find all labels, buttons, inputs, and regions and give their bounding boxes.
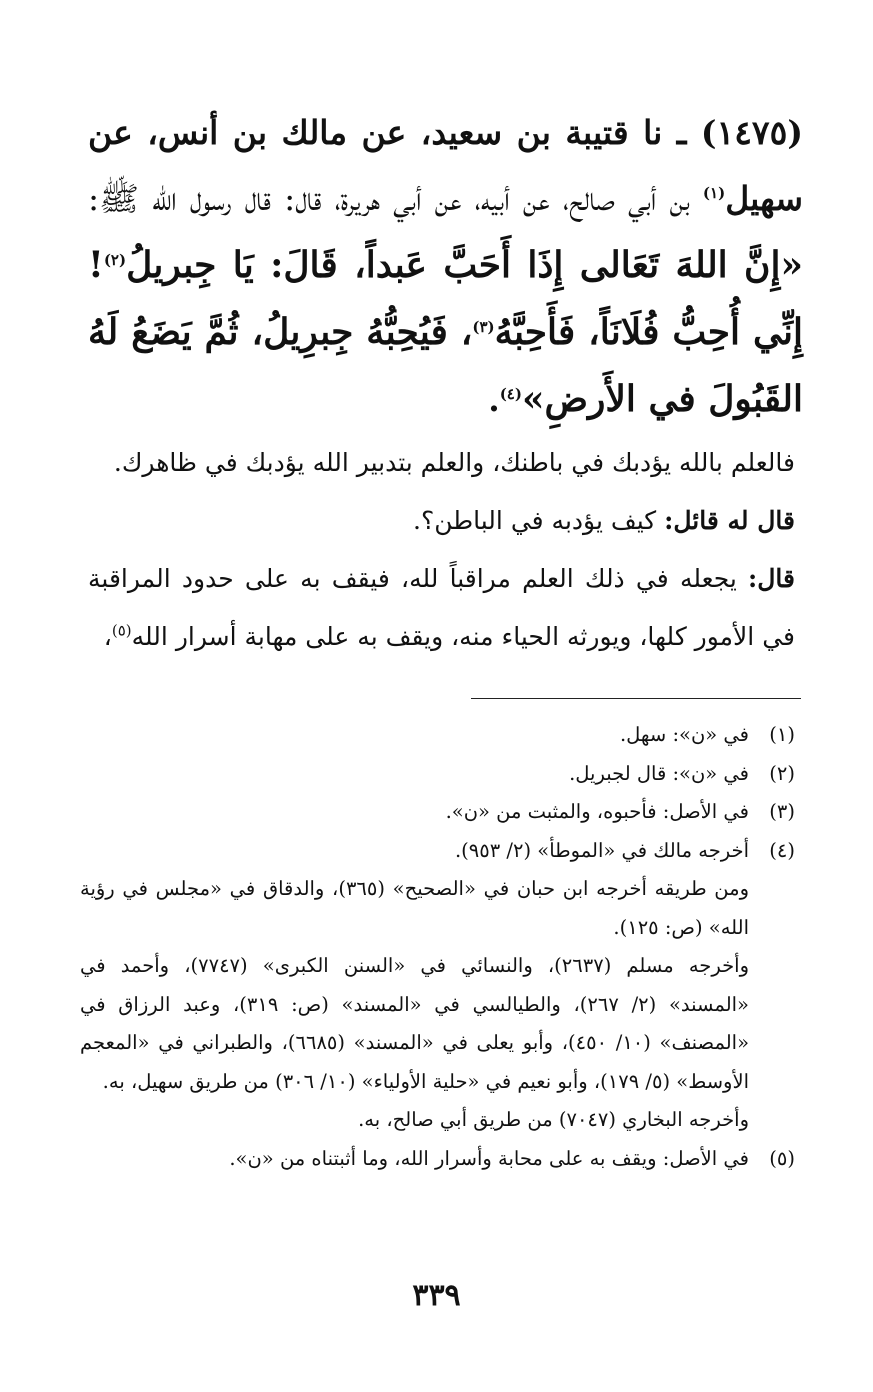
hadith-end: .: [488, 380, 500, 419]
paragraph-2: [88, 492, 795, 550]
paragraph-2-lead: قال له قائل:: [664, 506, 795, 535]
matn-part-2: ! إِنِّي أُحِبُّ فُلَانَاً، فَأَحِبَّهُ: [88, 244, 804, 353]
footnote-number: (٤): [769, 838, 795, 862]
footnote-text: [80, 1140, 749, 1179]
footnote-text: [80, 716, 749, 755]
footnote-line: وأخرجه مسلم (٢٦٣٧)، والنسائي في «السنن الكبرى» (٧٧٤٧)، وأحمد في «المسند» (٢/ ٢٦٧)، والطيالسي في «المسند» (ص: ٣١٩)، وعبد الرزاق في «المصنف» (١٠/ ٤٥٠)، وأبو يعلى في «المسند» (٦٦٨٥)، والطبراني في «المعجم الأوسط» (٥/ ١٧٩)، وأبو نعيم في «حلية الأولياء» (١٠/ ٣٠٦) من طريق سهيل، به.: [80, 954, 750, 1093]
footnote-ref-4: (٤): [499, 385, 522, 403]
footnote-line: ومن طريقه أخرجه ابن حبان في «الصحيح» (٣٦٥)، والدقاق في «مجلس في رؤية الله» (ص: ١٢٥).: [80, 877, 749, 939]
footnote-text: [80, 793, 749, 832]
footnote-text: [80, 755, 749, 794]
hadith-number: (١٤٧٥): [700, 113, 803, 152]
commentary-block: [88, 434, 795, 666]
footnote-ref-2: (٢): [103, 251, 127, 269]
footnote-number: (١): [769, 723, 795, 746]
hadith-block: [88, 100, 803, 433]
footnote-2: [80, 755, 795, 794]
footnote-line: في «ن»: سهل.: [619, 723, 749, 746]
footnote-line: في الأصل: ويقف به على محابة وأسرار الله، وما أثبتناه من «ن».: [229, 1146, 749, 1170]
paragraph-3-end: ،: [103, 622, 112, 651]
paragraph-3-text: يجعله في ذلك العلم مراقباً لله، فيقف به على حدود المراقبة في الأمور كلها، ويورثه الحياء منه، ويقف به على مهابة أسرار الله: [88, 564, 795, 651]
footnote-ref-5: (٥): [111, 621, 132, 640]
footnote-5: [80, 1140, 795, 1179]
paragraph-3: [88, 550, 795, 666]
footnote-line: في «ن»: قال لجبريل.: [569, 761, 749, 785]
footnote-line: في الأصل: فأحبوه، والمثبت من «ن».: [445, 800, 749, 823]
footnote-3: [80, 793, 795, 832]
paragraph-3-lead: قال:: [748, 564, 795, 593]
footnote-4: [80, 832, 795, 1140]
footnote-number: (٥): [769, 1146, 795, 1170]
footnote-divider: [471, 698, 801, 699]
footnote-ref-3: (٣): [472, 318, 495, 336]
hadith-text: [88, 100, 803, 433]
paragraph-2-text: كيف يؤدبه في الباطن؟.: [413, 506, 665, 535]
isnad-part-1: نا قتيبة بن سعيد، عن مالك بن أنس، عن سهيل: [88, 113, 803, 218]
footnote-1: [80, 716, 795, 755]
matn-part-3: ، فَيُحِبُّهُ جِبرِيلُ، ثُمَّ يَضَعُ لَهُ القَبُولَ في الأَرضِ»: [88, 311, 803, 420]
footnote-number: (٣): [769, 800, 795, 823]
footnote-text: [80, 832, 749, 1140]
footnote-number: (٢): [769, 761, 795, 785]
page-number: ٣٣٩: [412, 1278, 461, 1313]
footnote-line: وأخرجه البخاري (٧٠٤٧) من طريق أبي صالح، به.: [358, 1108, 749, 1131]
matn-part-1: «إِنَّ اللهَ تَعَالى إِذَا أَحَبَّ عَبداً، قَالَ: يَا جِبريلُ: [126, 244, 803, 286]
paragraph-1: فالعلم بالله يؤدبك في باطنك، والعلم بتدبير الله يؤدبك في ظاهرك.: [113, 448, 795, 477]
footnote-ref-1: (١): [702, 184, 726, 202]
footnotes: [80, 716, 795, 1178]
isnad-part-2: بن أبي صالح، عن أبيه، عن أبي هريرة، قال: قال رسول الله ﷺ:: [88, 179, 703, 218]
footnote-line: أخرجه مالك في «الموطأ» (٢/ ٩٥٣).: [454, 838, 749, 862]
hadith-separator: ـ: [662, 113, 701, 152]
